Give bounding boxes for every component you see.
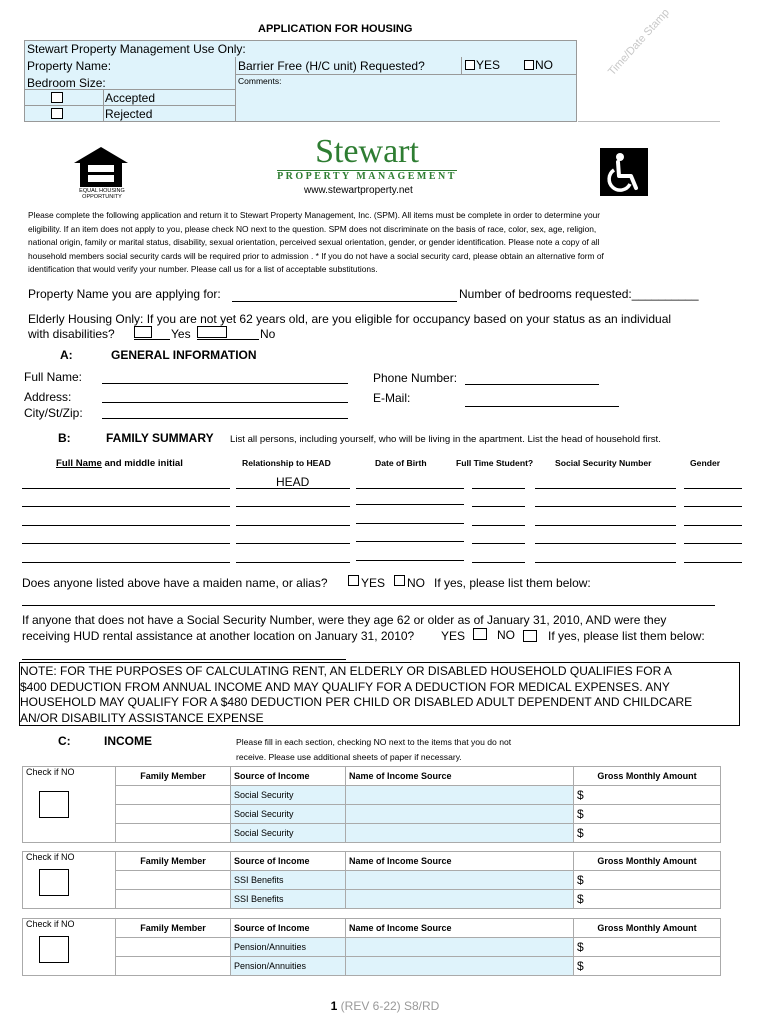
section-b-instruction: List all persons, including yourself, who will be living in the apartment. List the head of household first.: [230, 434, 661, 445]
section-c-instruction-cont: receive. Please use additional sheets of paper if necessary.: [236, 752, 462, 762]
family-col-dob: Date of Birth: [375, 458, 427, 468]
col-gross-amount: Gross Monthly Amount: [597, 771, 697, 781]
ssn-no-label: NO: [497, 628, 515, 642]
amount-cell[interactable]: [574, 824, 721, 843]
head-value: HEAD: [276, 475, 310, 489]
pension-no-checkbox[interactable]: [39, 936, 69, 963]
member-cell[interactable]: [116, 938, 231, 957]
ssn-suffix: If yes, please list them below:: [548, 629, 705, 643]
intro-line: household members social security cards will be required prior to admission . * If you do not have a social security card, please obtain an alternative form of: [28, 250, 604, 261]
col-source: Source of Income: [234, 923, 310, 933]
maiden-yes-checkbox[interactable]: [348, 575, 359, 586]
source-cell: Social Security: [234, 790, 294, 800]
city-label: City/St/Zip:: [24, 406, 83, 420]
property-applying-field[interactable]: [232, 301, 457, 302]
bedrooms-requested-label: Number of bedrooms requested:__________: [459, 287, 699, 301]
maiden-no-checkbox[interactable]: [394, 575, 405, 586]
col-income-name: Name of Income Source: [349, 856, 452, 866]
income-name-cell[interactable]: [346, 871, 574, 890]
revision-label: (REV 6-22) S8/RD: [340, 999, 440, 1013]
member-cell[interactable]: [116, 805, 231, 824]
amount-cell[interactable]: [574, 805, 721, 824]
social-security-no-checkbox[interactable]: [39, 791, 69, 818]
accessibility-icon: [600, 148, 648, 196]
accepted-checkbox[interactable]: [51, 92, 63, 103]
col-source: Source of Income: [234, 856, 310, 866]
note-line: AN/OR DISABILITY ASSISTANCE EXPENSE: [20, 710, 264, 725]
income-name-cell[interactable]: [346, 957, 574, 976]
dollar-sign: $: [577, 959, 584, 973]
amount-cell[interactable]: [574, 938, 721, 957]
family-col-name-rest: and middle initial: [101, 458, 183, 469]
intro-paragraph: [28, 209, 748, 277]
income-name-cell[interactable]: [346, 890, 574, 909]
income-name-cell[interactable]: [346, 805, 574, 824]
email-label: E-Mail:: [373, 391, 411, 405]
property-applying-label: Property Name you are applying for:: [28, 287, 221, 301]
source-cell: Pension/Annuities: [234, 942, 307, 952]
section-c-instruction: Please fill in each section, checking NO next to the items that you do not: [236, 737, 512, 747]
maiden-yes-label: YES: [361, 576, 386, 590]
dollar-sign: $: [577, 892, 584, 906]
member-cell[interactable]: [116, 957, 231, 976]
ssn-yes-label: YES: [441, 629, 466, 643]
logo-sub: PROPERTY MANAGEMENT: [277, 171, 457, 182]
ssn-yes-checkbox[interactable]: [473, 628, 487, 640]
family-col-ssn: Social Security Number: [555, 458, 652, 468]
dollar-sign: $: [577, 807, 584, 821]
source-cell: Pension/Annuities: [234, 961, 307, 971]
col-source: Source of Income: [234, 771, 310, 781]
intro-line: national origin, family or marital status, disability, sexual orientation, perceived sexual orientation, gender, or gender identification. Please note a copy of all: [28, 237, 600, 248]
office-use-box: [24, 40, 577, 122]
member-cell[interactable]: [116, 871, 231, 890]
page-number: 1: [330, 999, 338, 1013]
rejected-label: Rejected: [105, 107, 153, 121]
section-c-letter: C:: [58, 734, 71, 748]
comments-label: Comments:: [238, 76, 282, 86]
logo-name: Stewart: [315, 133, 419, 170]
barrier-free-yes-checkbox[interactable]: [465, 60, 475, 70]
maiden-suffix: If yes, please list them below:: [434, 576, 591, 590]
note-line: $400 DEDUCTION FROM ANNUAL INCOME AND MAY QUALIFY FOR A DEDUCTION FOR MEDICAL EXPENSES. ANY: [20, 679, 670, 694]
income-name-cell[interactable]: [346, 938, 574, 957]
family-col-name-underlined: Full Name: [56, 458, 102, 469]
barrier-free-no-checkbox[interactable]: [524, 60, 534, 70]
col-income-name: Name of Income Source: [349, 923, 452, 933]
address-label: Address:: [24, 390, 72, 404]
full-name-label: Full Name:: [24, 370, 83, 384]
intro-line: identification that would verify your number. Please call us for a list of acceptable substitutions.: [28, 264, 378, 275]
member-cell[interactable]: [116, 824, 231, 843]
ssn-list-field[interactable]: [22, 659, 346, 660]
page-footer: [0, 999, 770, 1013]
ssn-question-cont: receiving HUD rental assistance at another location on January 31, 2010?: [22, 629, 415, 643]
intro-line: eligibility. If an item does not apply to you, please check NO next to the question. SPM does not discriminate on the basis of race, color, sex, age, religion,: [28, 223, 597, 234]
family-col-student: Full Time Student?: [456, 458, 534, 468]
income-name-cell[interactable]: [346, 824, 574, 843]
col-family-member: Family Member: [140, 856, 206, 866]
family-col-name: [56, 458, 183, 469]
form-title: APPLICATION FOR HOUSING: [258, 23, 413, 35]
equal-housing-logo: [72, 145, 130, 200]
maiden-list-field[interactable]: [22, 605, 715, 606]
amount-cell[interactable]: [574, 957, 721, 976]
equal-housing-text: EQUAL HOUSING OPPORTUNITY: [79, 188, 125, 200]
ssn-no-checkbox[interactable]: [523, 630, 537, 642]
address-field[interactable]: [102, 402, 348, 403]
section-b-letter: B:: [58, 431, 71, 445]
dollar-sign: $: [577, 940, 584, 954]
check-if-no-label: Check if NO: [26, 852, 75, 862]
dollar-sign: $: [577, 788, 584, 802]
col-gross-amount: Gross Monthly Amount: [597, 923, 697, 933]
email-field[interactable]: [465, 406, 619, 407]
accepted-label: Accepted: [105, 91, 156, 105]
ssn-question: If anyone that does not have a Social Security Number, were they age 62 or older as of January 31, 2010, AND were they: [22, 613, 667, 627]
elderly-question-cont: with disabilities?: [28, 327, 115, 341]
dollar-sign: $: [577, 826, 584, 840]
family-col-relationship: Relationship to HEAD: [242, 458, 331, 468]
section-a-title: GENERAL INFORMATION: [111, 348, 257, 362]
elderly-yes-checkbox[interactable]: [134, 326, 152, 338]
house-icon: [72, 145, 130, 189]
maiden-question: Does anyone listed above have a maiden name, or alias?: [22, 576, 328, 590]
note-line: NOTE: FOR THE PURPOSES OF CALCULATING RENT, AN ELDERLY OR DISABLED HOUSEHOLD QUALIFIES FOR A: [20, 664, 672, 678]
elderly-question: Elderly Housing Only: If you are not yet 62 years old, are you eligible for occupancy based on your status as an individual: [28, 312, 672, 326]
elderly-no-label: No: [260, 327, 276, 341]
rejected-checkbox[interactable]: [51, 108, 63, 119]
note-box: [19, 662, 740, 726]
family-col-gender: Gender: [690, 458, 721, 468]
city-field[interactable]: [102, 418, 348, 419]
source-cell: SSI Benefits: [234, 875, 284, 885]
income-name-cell[interactable]: [346, 786, 574, 805]
property-name-label: Property Name:: [27, 59, 112, 73]
elderly-no-checkbox[interactable]: [197, 326, 227, 338]
stewart-logo: [277, 134, 457, 184]
member-cell[interactable]: [116, 890, 231, 909]
check-if-no-label: Check if NO: [26, 767, 75, 777]
source-cell: Social Security: [234, 828, 294, 838]
bedroom-size-label: Bedroom Size:: [27, 76, 106, 90]
note-line: HOUSEHOLD MAY QUALIFY FOR A $480 DEDUCTION PER CHILD OR DISABLED ADULT DEPENDENT AND CHILDCARE: [20, 695, 693, 709]
col-income-name: Name of Income Source: [349, 771, 452, 781]
maiden-no-label: NO: [407, 576, 425, 590]
section-c-title: INCOME: [104, 734, 152, 748]
office-use-label: Stewart Property Management Use Only:: [27, 42, 246, 56]
amount-cell[interactable]: [574, 871, 721, 890]
barrier-free-no-label: NO: [535, 58, 553, 72]
col-family-member: Family Member: [140, 771, 206, 781]
phone-field[interactable]: [465, 384, 599, 385]
elderly-yes-label: Yes: [171, 327, 191, 341]
full-name-field[interactable]: [102, 383, 348, 384]
dollar-sign: $: [577, 873, 584, 887]
member-cell[interactable]: [116, 786, 231, 805]
phone-label: Phone Number:: [373, 371, 458, 385]
col-family-member: Family Member: [140, 923, 206, 933]
time-date-stamp: Time/Date Stamp: [606, 6, 672, 79]
intro-line: Please complete the following application and return it to Stewart Property Management, Inc. (SPM). All items must be complete in order to determine your: [28, 210, 601, 220]
section-a-letter: A:: [60, 348, 73, 362]
barrier-free-yes-label: YES: [476, 58, 501, 72]
ssi-no-checkbox[interactable]: [39, 869, 69, 896]
section-b-title: FAMILY SUMMARY: [106, 431, 214, 445]
col-gross-amount: Gross Monthly Amount: [597, 856, 697, 866]
source-cell: Social Security: [234, 809, 294, 819]
amount-cell[interactable]: [574, 890, 721, 909]
website-url[interactable]: www.stewartproperty.net: [304, 185, 413, 196]
barrier-free-label: Barrier Free (H/C unit) Requested?: [238, 59, 425, 73]
amount-cell[interactable]: [574, 786, 721, 805]
source-cell: SSI Benefits: [234, 894, 284, 904]
check-if-no-label: Check if NO: [26, 919, 75, 929]
